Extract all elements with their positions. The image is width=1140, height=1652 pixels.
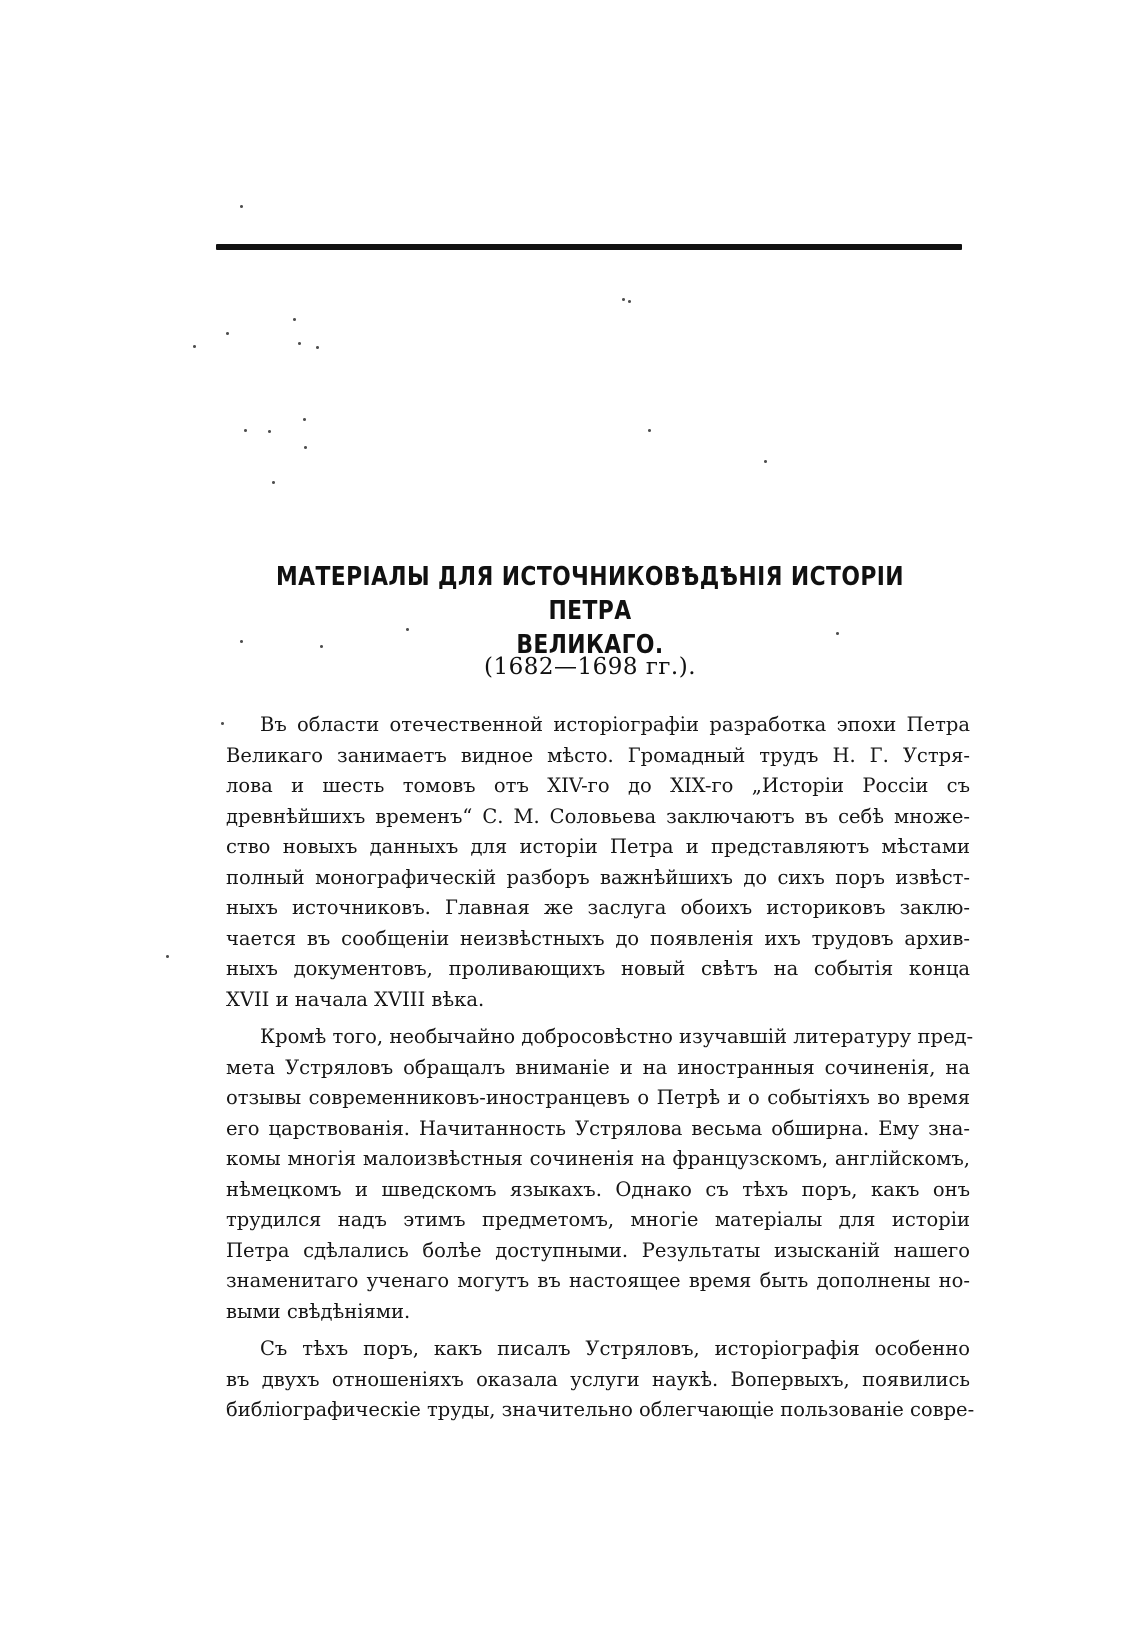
scan-speck <box>226 332 229 335</box>
scan-speck <box>648 429 651 432</box>
text-line: мета Устряловъ обращалъ вниманіе и на иностранныя сочиненія, на <box>226 1055 970 1079</box>
scan-speck <box>272 481 275 484</box>
scan-speck <box>628 300 631 303</box>
text-line: знаменитаго ученаго могутъ въ настоящее время быть дополнены но- <box>226 1269 970 1292</box>
text-line: древнѣйшихъ временъ“ С. М. Соловьева заключаютъ въ себѣ множе- <box>226 804 970 828</box>
scan-speck <box>316 346 319 349</box>
text-line: Съ тѣхъ поръ, какъ писалъ Устряловъ, исторіографія особенно <box>260 1337 970 1360</box>
scan-speck <box>166 955 169 958</box>
text-line: ныхъ документовъ, проливающихъ новый свѣтъ на событія конца <box>226 957 970 980</box>
text-line: ныхъ источниковъ. Главная же заслуга обоихъ историковъ заклю- <box>226 896 970 919</box>
text-line: трудился надъ этимъ предметомъ, многіе матеріалы для исторіи <box>226 1208 970 1231</box>
body-text <box>226 710 975 1433</box>
text-line: выми свѣдѣніями. <box>226 1299 411 1323</box>
header-rule <box>216 244 962 250</box>
text-line: полный монографическій разборъ важнѣйшихъ до сихъ поръ извѣст- <box>226 865 970 889</box>
scan-speck <box>303 418 306 421</box>
title-line-2: ВЕЛИКАГО. <box>516 630 664 660</box>
text-line: библіографическіе труды, значительно облегчающіе пользованіе совре- <box>226 1398 975 1421</box>
text-line: Кромѣ того, необычайно добросовѣстно изучавшій литературу пред- <box>260 1025 974 1048</box>
scan-speck <box>764 460 767 463</box>
text-line: отзывы современниковъ-иностранцевъ о Петрѣ и о событіяхъ во время <box>226 1086 970 1109</box>
scan-speck <box>293 318 296 321</box>
scan-speck <box>622 298 625 301</box>
scan-speck <box>244 429 247 432</box>
text-line: нѣмецкомъ и шведскомъ языкахъ. Однако съ тѣхъ поръ, какъ онъ <box>226 1177 970 1201</box>
paragraph-1 <box>226 710 970 1015</box>
page-title <box>254 560 926 662</box>
paragraph-3 <box>226 1334 975 1426</box>
scan-speck <box>240 640 243 643</box>
date-range: (1682—1698 гг.). <box>483 654 697 680</box>
text-line: Въ области отечественной исторіографіи разработка эпохи Петра <box>260 713 970 736</box>
scan-speck <box>193 345 196 348</box>
text-line: ство новыхъ данныхъ для исторіи Петра и представляютъ мѣстами <box>226 835 970 858</box>
text-line: комы многія малоизвѣстныя сочиненія на французскомъ, англійскомъ, <box>226 1147 970 1170</box>
text-line: Петра сдѣлались болѣе доступными. Результаты изысканій нашего <box>226 1238 970 1262</box>
text-line: его царствованія. Начитанность Устрялова весьма обширна. Ему зна- <box>226 1116 970 1140</box>
paragraph-2 <box>226 1022 974 1327</box>
text-line: лова и шесть томовъ отъ XIV-го до XIX-го „Исторіи Россіи съ <box>226 774 970 797</box>
title-line-1: МАТЕРІАЛЫ ДЛЯ ИСТОЧНИКОВѢДѢНІЯ ИСТОРІИ ПЕТРА <box>275 562 905 626</box>
scan-speck <box>240 205 243 208</box>
scan-speck <box>304 446 307 449</box>
text-line: чается въ сообщеніи неизвѣстныхъ до появленія ихъ трудовъ архив- <box>226 926 970 950</box>
scan-speck <box>268 430 271 433</box>
scan-speck <box>298 342 301 345</box>
text-line: въ двухъ отношеніяхъ оказала услуги наукѣ. Вопервыхъ, появились <box>226 1367 970 1391</box>
scan-speck <box>221 722 224 725</box>
text-line: XVII и начала XVIII вѣка. <box>226 987 485 1011</box>
text-line: Великаго занимаетъ видное мѣсто. Громадный трудъ Н. Г. Устря- <box>226 743 970 767</box>
